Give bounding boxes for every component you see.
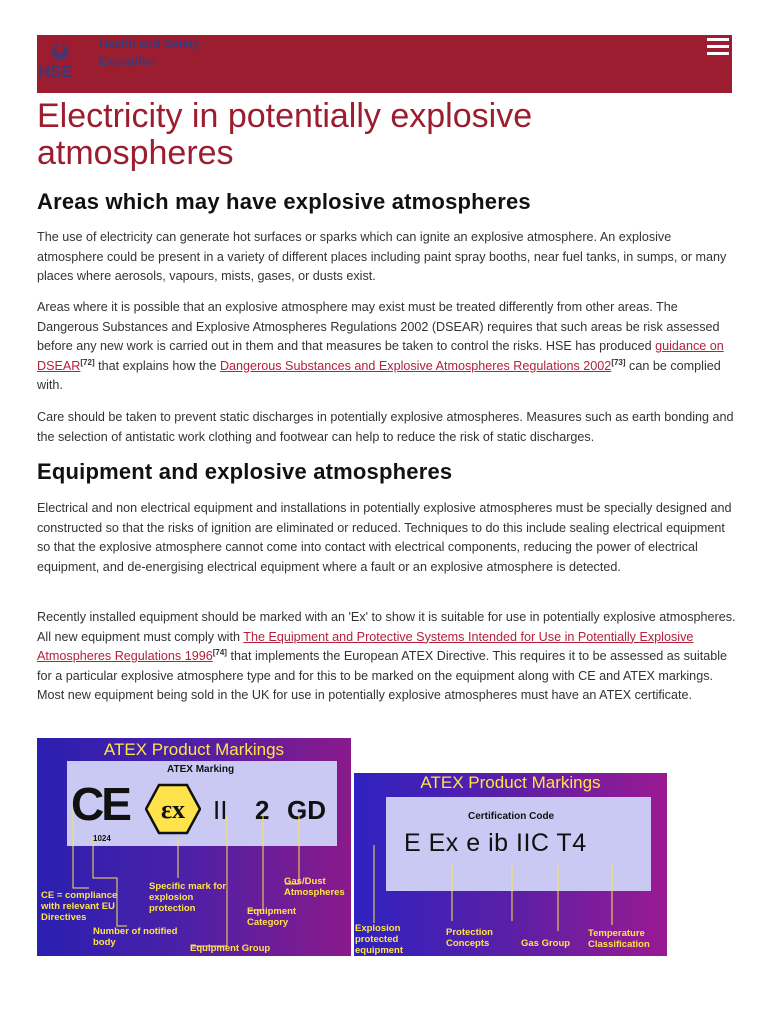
hse-logo[interactable] bbox=[37, 37, 83, 83]
equipment-group-value: II bbox=[213, 795, 228, 825]
panel-label: ATEX Marking bbox=[167, 764, 235, 775]
caption-notified-body: Number of notified body bbox=[93, 926, 178, 948]
panel-label: Certification Code bbox=[468, 811, 555, 822]
paragraph-atex: Recently installed equipment should be marked with an 'Ex' to show it is suitable for use in potentially explosive atmospheres. All new equipment must comply with The Equipment and Protective Systems Intended for Use in Potentially Explosive Atmospheres Regulations 1996[74] that implements the European ATEX Directive. This requires it to be assessed as suitable for a particular explosive atmosphere type and for this to be marked on the equipment along with CE and ATEX markings. Most new equipment being sold in the UK for use in potentially explosive atmospheres must have an ATEX certificate. bbox=[37, 610, 736, 702]
certification-code: E Ex e ib IIC T4 bbox=[404, 829, 587, 857]
atmosphere-value: GD bbox=[287, 795, 326, 825]
equipment-regulations-link[interactable]: The Equipment and Protective Systems Intended for Use in Potentially Explosive Atmospheres Regulations 1996 bbox=[37, 629, 694, 663]
atex-title: ATEX Product Markings bbox=[420, 773, 601, 792]
caption-equipment-group: Equipment Group bbox=[190, 943, 271, 954]
dsear-regulations-link[interactable]: Dangerous Substances and Explosive Atmospheres Regulations 2002 bbox=[219, 358, 612, 373]
section-heading-equipment: Equipment and explosive atmospheres bbox=[37, 459, 453, 484]
ex-symbol: εx bbox=[160, 795, 186, 824]
hse-crest-icon bbox=[37, 37, 83, 83]
hamburger-icon[interactable] bbox=[707, 38, 729, 56]
caption-gas-group: Gas Group bbox=[521, 938, 571, 949]
ce-mark: CE bbox=[71, 778, 129, 830]
caption-equipment-category: Equipment Category bbox=[247, 906, 297, 928]
page-title: Electricity in potentially explosive atmospheres bbox=[37, 97, 533, 172]
notified-body-number: 1024 bbox=[93, 834, 111, 843]
reference-73[interactable]: [73] bbox=[611, 357, 626, 367]
reference-74[interactable]: [74] bbox=[212, 647, 227, 657]
reference-72[interactable]: [72] bbox=[80, 357, 95, 367]
caption-protection-concepts: Protection Concepts bbox=[446, 927, 493, 949]
site-header bbox=[37, 35, 732, 93]
caption-gas-dust: Gas/Dust Atmospheres bbox=[284, 876, 345, 898]
paragraph-static: Care should be taken to prevent static discharges in potentially explosive atmospheres. Measures such as earth bonding and the selection of antistatic work clothing and footwear can help to reduce the risk of static discharges. bbox=[37, 410, 734, 444]
atex-markings-image bbox=[37, 738, 351, 956]
atex-title: ATEX Product Markings bbox=[103, 740, 285, 759]
logo-text: HSE bbox=[38, 62, 73, 81]
atex-certification-image bbox=[354, 773, 667, 956]
paragraph-equipment: Electrical and non electrical equipment and installations in potentially explosive atmospheres must be specially designed and constructed so that the risks of ignition are eliminated or reduced. Techniques to do this include sealing electrical equipment so that the explosive atmosphere cannot come into contact with electrical components, reducing the power of electrical equipment, and de-energising electrical equipment where a fault or an explosive atmosphere is detected. bbox=[37, 501, 732, 574]
org-name: Health and Safety Executive bbox=[99, 37, 200, 68]
section-heading-areas: Areas which may have explosive atmospheres bbox=[37, 189, 531, 214]
caption-specific-mark: Specific mark for explosion protection bbox=[149, 881, 227, 914]
paragraph: The use of electricity can generate hot surfaces or sparks which can ignite an explosive atmosphere. An explosive atmosphere could be present in a variety of different places including paint spray booths, near fuel tanks, in sumps, or many places where aerosols, vapours, mists, gases, or dusts exist. bbox=[37, 230, 727, 283]
paragraph-dsear: Areas where it is possible that an explosive atmosphere may exist must be treated differently from other areas. The Dangerous Substances and Explosive Atmospheres Regulations 2002 (DSEAR) requires that such areas be risk assessed before any new work is carried out in them and that measures be taken to control the risks. HSE has produced guidance on DSEAR[72] that explains how the Dangerous Substances and Explosive Atmospheres Regulations 2002[73] can be complied with. bbox=[37, 300, 724, 392]
caption-ce: CE = compliance with relevant EU Directives bbox=[41, 890, 118, 923]
guidance-on-dsear-link[interactable]: guidance on DSEAR bbox=[37, 339, 724, 373]
equipment-category-value: 2 bbox=[255, 795, 270, 825]
caption-temperature: Temperature Classification bbox=[588, 928, 650, 950]
caption-explosion-protected: Explosion protected equipment bbox=[355, 923, 404, 956]
